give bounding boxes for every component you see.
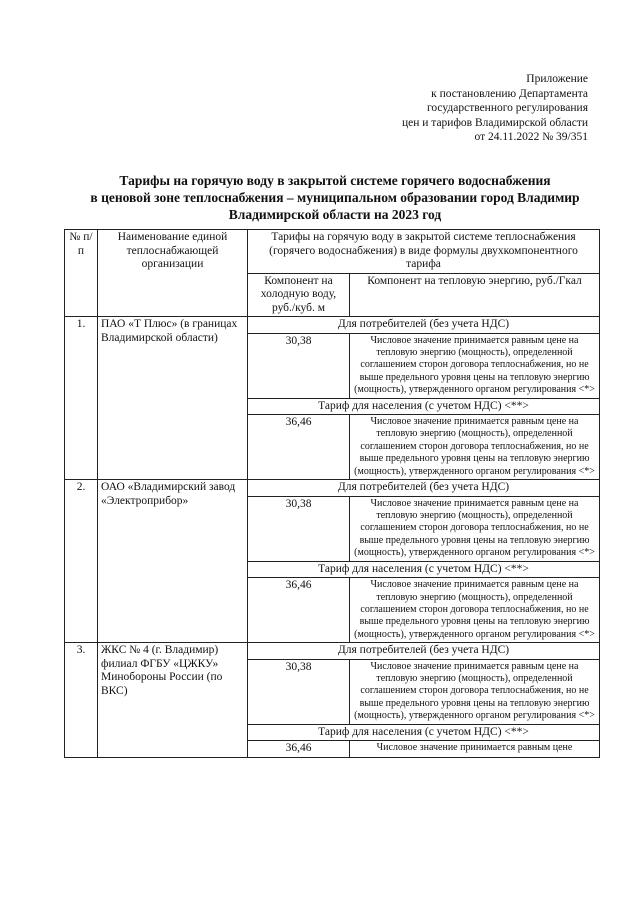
tariff-table bbox=[64, 229, 600, 758]
row-org: ЖКС № 4 (г. Владимир) филиал ФГБУ «ЦЖКУ» Минобороны России (по ВКС) bbox=[98, 643, 248, 758]
consumers-label: Для потребителей (без учета НДС) bbox=[248, 480, 600, 497]
population-label: Тариф для населения (с учетом НДС) <**> bbox=[248, 724, 600, 741]
table-row bbox=[65, 480, 600, 497]
population-heat-value: Числовое значение принимается равным цене на тепловую энергию (мощность), определенной соглашением сторон договора теплоснабжения, но не выше предельного уровня цены на тепловую энергию (мощность), утвержденного органом регулирования <*> bbox=[350, 578, 600, 643]
population-heat-value: Числовое значение принимается равным цене bbox=[350, 741, 600, 758]
row-org: ПАО «Т Плюс» (в границах Владимирской области) bbox=[98, 317, 248, 480]
population-label: Тариф для населения (с учетом НДС) <**> bbox=[248, 561, 600, 578]
row-org: ОАО «Владимирский завод «Электроприбор» bbox=[98, 480, 248, 643]
header-org: Наименование единой теплоснабжающей организации bbox=[98, 230, 248, 317]
population-cold-value: 36,46 bbox=[248, 415, 350, 480]
appendix-line: цен и тарифов Владимирской области bbox=[401, 116, 588, 129]
header-heat: Компонент на тепловую энергию, руб./Гкал bbox=[350, 273, 600, 317]
row-num: 1. bbox=[65, 317, 98, 480]
title-line: Тарифы на горячую воду в закрытой системе горячего водоснабжения bbox=[119, 173, 551, 188]
table-row bbox=[65, 643, 600, 660]
title-line: в ценовой зоне теплоснабжения – муниципальном образовании город Владимир bbox=[90, 190, 580, 205]
consumers-cold-value: 30,38 bbox=[248, 496, 350, 561]
population-cold-value: 36,46 bbox=[248, 741, 350, 758]
consumers-heat-value: Числовое значение принимается равным цене на тепловую энергию (мощность), определенной соглашением сторон договора теплоснабжения, но не выше предельного уровня цены на тепловую энергию (мощность), утвержденного органом регулирования <*> bbox=[350, 659, 600, 724]
document-title bbox=[70, 172, 600, 223]
consumers-cold-value: 30,38 bbox=[248, 659, 350, 724]
consumers-label: Для потребителей (без учета НДС) bbox=[248, 643, 600, 660]
consumers-heat-value: Числовое значение принимается равным цене на тепловую энергию (мощность), определенной соглашением сторон договора теплоснабжения, но не выше предельного уровня цены на тепловую энергию (мощность), утвержденного органом регулирования <*> bbox=[350, 333, 600, 398]
row-num: 3. bbox=[65, 643, 98, 758]
appendix-block bbox=[288, 72, 588, 145]
consumers-label: Для потребителей (без учета НДС) bbox=[248, 317, 600, 334]
consumers-cold-value: 30,38 bbox=[248, 333, 350, 398]
appendix-line: от 24.11.2022 № 39/351 bbox=[474, 131, 588, 143]
header-cold: Компонент на холодную воду, руб./куб. м bbox=[248, 273, 350, 317]
consumers-heat-value: Числовое значение принимается равным цене на тепловую энергию (мощность), определенной соглашением сторон договора теплоснабжения, но не выше предельного уровня цены на тепловую энергию (мощность), утвержденного органом регулирования <*> bbox=[350, 496, 600, 561]
header-tariff: Тарифы на горячую воду в закрытой системе теплоснабжения (горячего водоснабжения) в виде формулы двухкомпонентного тарифа bbox=[248, 230, 600, 274]
header-num: № п/п bbox=[65, 230, 98, 317]
title-line: Владимирской области на 2023 год bbox=[228, 207, 442, 222]
population-cold-value: 36,46 bbox=[248, 578, 350, 643]
population-label: Тариф для населения (с учетом НДС) <**> bbox=[248, 398, 600, 415]
table-row bbox=[65, 317, 600, 334]
appendix-line: к постановлению Департамента bbox=[431, 87, 588, 100]
row-num: 2. bbox=[65, 480, 98, 643]
appendix-line: Приложение bbox=[526, 73, 588, 85]
table-header-row bbox=[65, 230, 600, 274]
appendix-line: государственного регулирования bbox=[426, 102, 588, 114]
population-heat-value: Числовое значение принимается равным цене на тепловую энергию (мощность), определенной соглашением сторон договора теплоснабжения, но не выше предельного уровня цены на тепловую энергию (мощность), утвержденного органом регулирования <*> bbox=[350, 415, 600, 480]
